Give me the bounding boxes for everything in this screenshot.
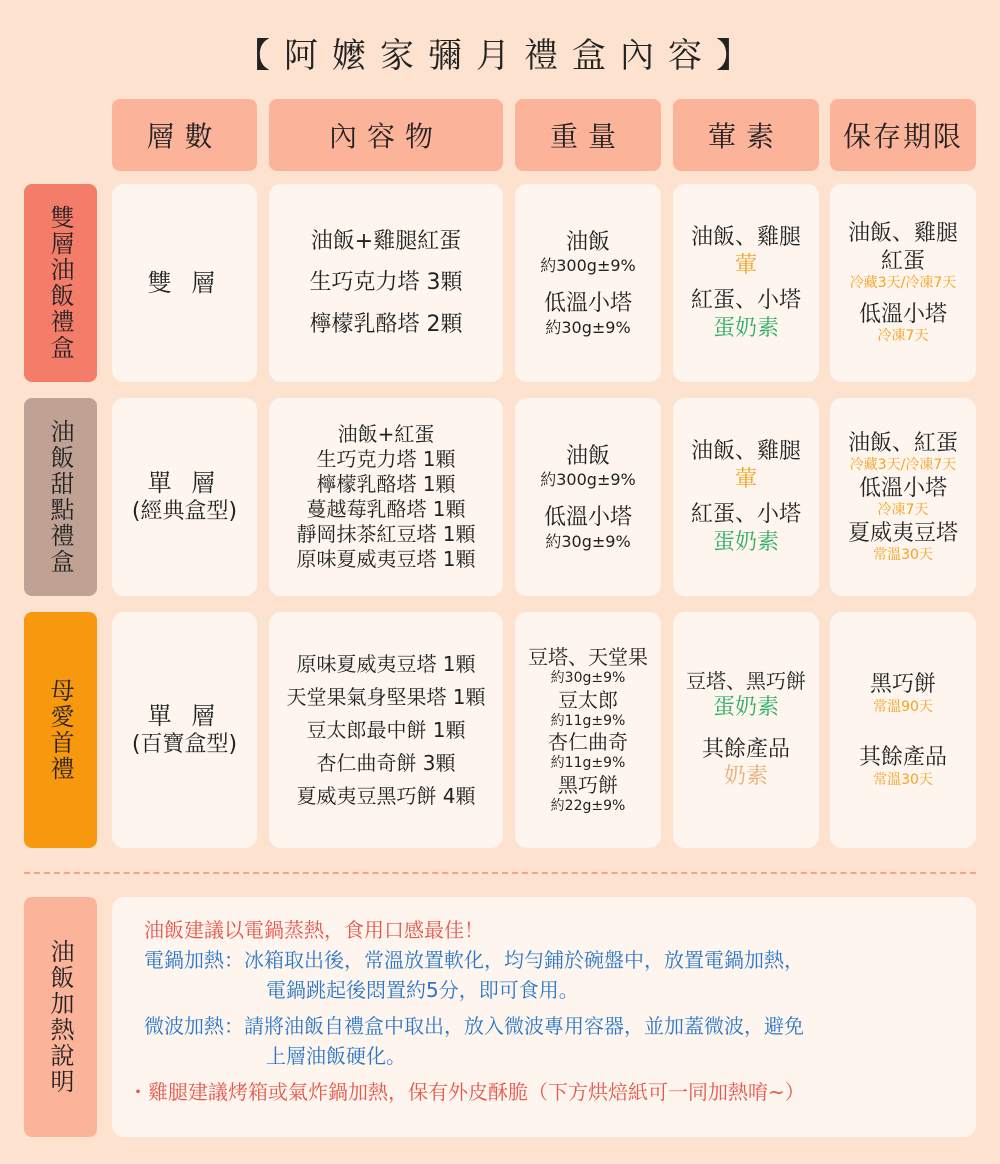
diet-item: 豆塔、黑巧餅 (686, 669, 806, 694)
shelf-item: 其餘產品 (858, 745, 947, 770)
steam-label: 電鍋加熱： (144, 948, 244, 972)
shelf-duration: 冷藏3天/冷凍7天 (849, 457, 957, 473)
weight-item: 低溫小塔 (543, 291, 632, 316)
section-label-heating: 油飯加熱說明 (24, 897, 97, 1137)
diet-cell (673, 184, 819, 382)
shelf-cell (830, 398, 976, 596)
header-shelf-life: 保存期限 (830, 99, 976, 171)
shelf-item: 紅蛋 (880, 248, 925, 274)
shelf-item: 黑巧餅 (869, 672, 936, 697)
layer-cell (112, 184, 257, 382)
section-label-mothers-love: 母愛首禮 (24, 612, 97, 848)
shelf-item: 夏威夷豆塔 (847, 520, 958, 546)
section-label-rice-dessert: 油飯甜點禮盒 (24, 398, 97, 596)
diet-cell (673, 612, 819, 848)
shelf-duration: 冷凍7天 (877, 328, 929, 345)
content-item: 夏威夷豆黑巧餅 4顆 (296, 783, 476, 808)
heating-recommendation: 油飯建議以電鍋蒸熱，食用口感最佳！ (144, 918, 484, 942)
contents-cell (269, 612, 503, 848)
weight-item: 豆塔、天堂果 (528, 645, 648, 669)
content-item: 油飯+紅蛋 (337, 422, 435, 446)
contents-cell (269, 184, 503, 382)
layer-text: 雙 層 (147, 269, 222, 297)
content-item: 原味夏威夷豆塔 1顆 (296, 547, 476, 571)
content-item: 檸檬乳酪塔 2顆 (309, 311, 463, 337)
section-label-double-layer: 雙層油飯禮盒 (24, 184, 97, 382)
weight-value: 約11g±9% (550, 755, 626, 771)
weight-value: 約300g±9% (540, 256, 636, 275)
weight-item: 豆太郎 (558, 687, 618, 712)
diet-item: 紅蛋、小塔 (690, 288, 801, 313)
diet-item: 其餘產品 (701, 736, 790, 762)
diet-item: 油飯、雞腿 (690, 439, 801, 464)
weight-item: 低溫小塔 (543, 505, 632, 530)
header-weight: 重量 (515, 99, 661, 171)
diet-type: 奶素 (723, 764, 768, 790)
weight-cell (515, 184, 661, 382)
shelf-item: 低溫小塔 (858, 475, 947, 501)
diet-cell (673, 398, 819, 596)
shelf-duration: 常溫30天 (873, 547, 933, 563)
chicken-leg-tip: ・雞腿建議烤箱或氣炸鍋加熱，保有外皮酥脆（下方烘焙紙可一同加熱唷~） (128, 1080, 805, 1104)
weight-item: 油飯 (565, 443, 610, 469)
content-item: 原味夏威夷豆塔 1顆 (296, 651, 476, 676)
steam-instructions-1: 冰箱取出後，常溫放置軟化，均勻鋪於碗盤中，放置電鍋加熱， (244, 948, 804, 972)
shelf-duration: 冷藏3天/冷凍7天 (849, 275, 957, 292)
weight-item: 黑巧餅 (558, 772, 618, 797)
heating-instructions (112, 897, 976, 1137)
layer-text: 單 層 (147, 702, 222, 731)
content-item: 生巧克力塔 1顆 (316, 447, 456, 471)
diet-type: 蛋奶素 (712, 695, 779, 721)
layer-subtext: (經典盒型) (131, 499, 238, 525)
content-item: 檸檬乳酪塔 1顆 (316, 472, 456, 496)
shelf-duration: 冷凍7天 (877, 502, 929, 518)
layer-text: 單 層 (147, 469, 222, 498)
content-item: 蔓越莓乳酪塔 1顆 (306, 497, 466, 521)
microwave-label: 微波加熱： (144, 1014, 244, 1038)
content-item: 油飯+雞腿紅蛋 (310, 228, 462, 254)
microwave-instructions-1: 請將油飯自禮盒中取出，放入微波專用容器，並加蓋微波，避免 (244, 1014, 804, 1038)
header-contents: 內容物 (269, 99, 503, 171)
weight-value: 約22g±9% (550, 797, 626, 814)
weight-cell (515, 398, 661, 596)
dashed-divider (24, 872, 976, 874)
content-item: 杏仁曲奇餅 3顆 (316, 750, 456, 775)
shelf-item: 低溫小塔 (858, 301, 947, 327)
shelf-duration: 常溫90天 (873, 698, 933, 715)
diet-type: 葷 (734, 466, 757, 492)
shelf-item: 油飯、紅蛋 (847, 430, 958, 456)
shelf-cell (830, 184, 976, 382)
weight-value: 約300g±9% (540, 470, 636, 489)
page-title: 【阿嬤家彌月禮盒內容】 (236, 36, 764, 76)
weight-cell (515, 612, 661, 848)
diet-type: 蛋奶素 (712, 315, 779, 341)
weight-value: 約11g±9% (550, 712, 626, 729)
content-item: 靜岡抹茶紅豆塔 1顆 (296, 522, 476, 546)
diet-item: 油飯、雞腿 (690, 225, 801, 250)
shelf-duration: 常溫30天 (873, 771, 933, 788)
weight-value: 約30g±9% (545, 531, 631, 551)
weight-item: 油飯 (565, 229, 610, 255)
shelf-item: 油飯、雞腿 (847, 221, 958, 247)
diet-type: 葷 (734, 252, 757, 278)
steam-instructions-2: 電鍋跳起後悶置約5分，即可食用。 (266, 978, 579, 1002)
layer-subtext: (百寶盒型) (131, 732, 238, 758)
contents-cell (269, 398, 503, 596)
shelf-cell (830, 612, 976, 848)
header-layers: 層數 (112, 99, 257, 171)
diet-type: 蛋奶素 (712, 529, 779, 555)
diet-item: 紅蛋、小塔 (690, 502, 801, 527)
header-diet: 葷素 (673, 99, 819, 171)
weight-item: 杏仁曲奇 (548, 730, 628, 754)
layer-cell (112, 612, 257, 848)
content-item: 豆太郎最中餅 1顆 (306, 717, 466, 742)
layer-cell (112, 398, 257, 596)
microwave-instructions-2: 上層油飯硬化。 (266, 1044, 406, 1068)
weight-value: 約30g±9% (545, 317, 631, 337)
content-item: 天堂果氣身堅果塔 1顆 (286, 684, 486, 709)
content-item: 生巧克力塔 3顆 (309, 270, 463, 296)
weight-value: 約30g±9% (550, 670, 626, 686)
